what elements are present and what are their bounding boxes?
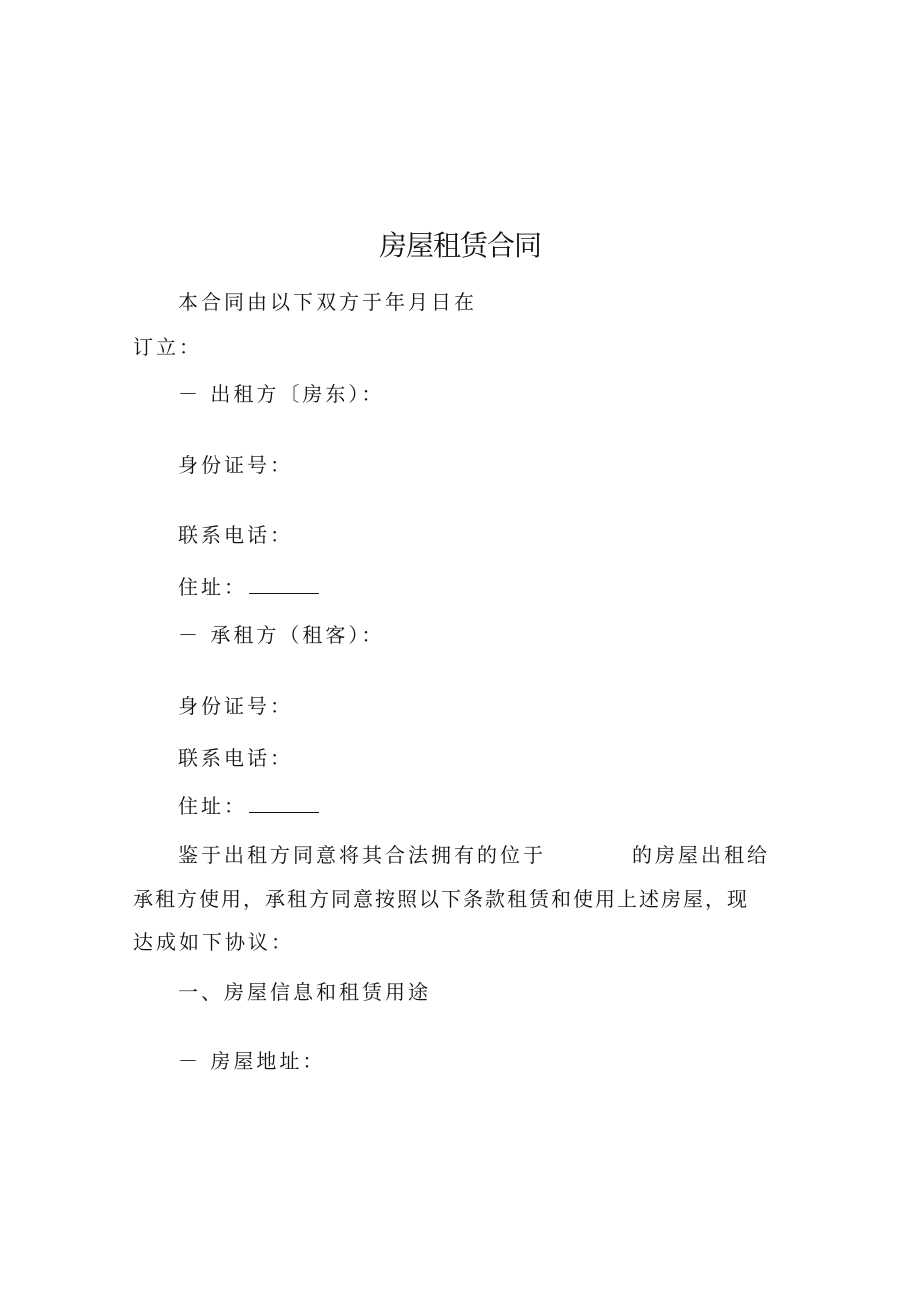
tenant-address-blank (249, 794, 319, 813)
section-1-heading: 一、房屋信息和租赁用途 (178, 980, 431, 1004)
document-title: 房屋租赁合同 (378, 229, 541, 262)
tenant-phone-label: 联系电话： (178, 746, 293, 770)
section-1-address-label: － 房屋地址： (178, 1049, 326, 1073)
tenant-id-label: 身份证号： (178, 694, 293, 718)
landlord-id-label: 身份证号： (178, 453, 293, 477)
recital-line-1-part-2: 的房屋出租给 (632, 843, 770, 867)
recital-line-1-part-1: 鉴于出租方同意将其合法拥有的位于 (178, 843, 546, 867)
tenant-heading: － 承租方（租客）： (178, 623, 385, 647)
recital-line-2: 承租方使用，承租方同意按照以下条款租赁和使用上述房屋，现 (133, 887, 749, 911)
tenant-address-line (178, 792, 319, 820)
landlord-address-line (178, 573, 319, 601)
landlord-address-label: 住址： (178, 575, 247, 599)
landlord-heading: － 出租方〔房东）： (178, 382, 385, 406)
intro-line-1: 本合同由以下双方于年月日在 (178, 290, 477, 314)
landlord-address-blank (249, 575, 319, 594)
tenant-address-label: 住址： (178, 794, 247, 818)
intro-line-2: 订立： (133, 335, 202, 359)
landlord-phone-label: 联系电话： (178, 523, 293, 547)
recital-line-3: 达成如下协议： (133, 930, 294, 954)
